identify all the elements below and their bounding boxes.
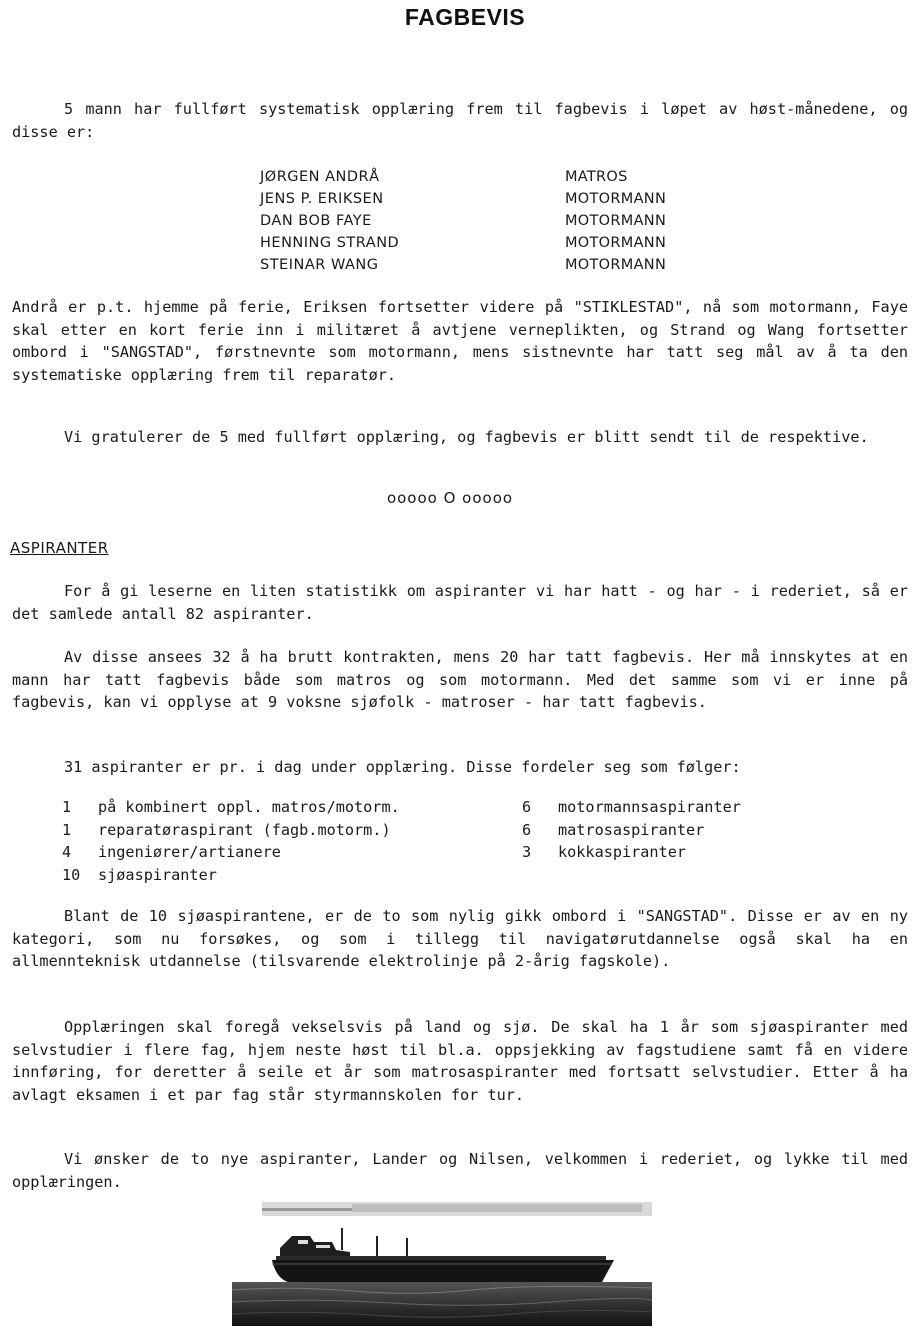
list-item — [522, 796, 882, 819]
current-aspirants-paragraph: 31 aspiranter er pr. i dag under opplæring. Disse fordeler seg som følger: — [64, 758, 741, 776]
item-count: 4 — [62, 843, 72, 861]
list-item — [62, 864, 502, 887]
distribution-list-left — [62, 796, 502, 886]
item-label: kokkaspiranter — [558, 843, 687, 861]
item-count: 1 — [62, 798, 72, 816]
stats-paragraph: For å gi leserne en liten statistikk om aspiranter vi har hatt - og har - i rederiet, så er det samlede antall 82 aspiranter. — [12, 582, 908, 623]
new-category-paragraph: Blant de 10 sjøaspirantene, er de to som nylig gikk ombord i "SANGSTAD". Disse er av en ny kategori, som nu forsøkes, og som i tillegg til navigatørutdannelse også skal ha en allmennteknisk utdannelse (tilsvarende elektrolinje på 2-årig fagskole). — [12, 907, 908, 970]
item-count: 10 — [62, 865, 81, 884]
broken-contract-paragraph: Av disse ansees 32 å ha brutt kontrakten, mens 20 har tatt fagbevis. Her må innskytes at en mann har tatt fagbevis både som matros og som motormann. Med det samme som vi er inne på fagbevis, kan vi opplyse at 9 voksne sjøfolk - matroser - har tatt fagbevis. — [12, 648, 908, 711]
item-label: matrosaspiranter — [558, 820, 705, 839]
crew-list — [260, 166, 680, 276]
intro-paragraph: 5 mann har fullført systematisk opplæring frem til fagbevis i løpet av høst-månedene, og disse er: — [12, 100, 908, 141]
item-label: sjøaspiranter — [98, 865, 217, 884]
item-label: på kombinert oppl. matros/motorm. — [98, 798, 400, 816]
list-item — [522, 819, 882, 842]
crew-role: MOTORMANN — [565, 191, 667, 207]
distribution-list-right — [522, 796, 882, 864]
training-paragraph: Opplæringen skal foregå vekselsvis på land og sjø. De skal ha 1 år som sjøaspiranter med selvstudier i flere fag, hjem neste høst til bl.a. oppsjekking av fagstudiene samt få en videre innføring, for deretter å seile et år som matrosaspiranter med fortsatt selvstudier. Etter å ha avlagt eksamen i et par fag står styrmannskolen for tur. — [12, 1018, 908, 1104]
welcome-paragraph: Vi ønsker de to nye aspiranter, Lander og Nilsen, velkommen i rederiet, og lykke til med opplæringen. — [12, 1150, 908, 1191]
crew-role: MOTORMANN — [565, 257, 667, 273]
crew-role: MOTORMANN — [565, 213, 667, 229]
list-item — [62, 819, 502, 842]
crew-name: DAN BOB FAYE — [260, 213, 372, 229]
item-label: ingeniører/artianere — [98, 843, 281, 861]
crew-name: JENS P. ERIKSEN — [260, 191, 384, 207]
item-count: 1 — [62, 820, 72, 839]
list-item — [522, 841, 882, 864]
item-label: motormannsaspiranter — [558, 798, 741, 816]
list-item — [62, 796, 502, 819]
separator: ooooo O ooooo — [386, 489, 514, 507]
congrats-paragraph: Vi gratulerer de 5 med fullført opplæring, og fagbevis er blitt sendt til de respektive. — [64, 428, 869, 446]
crew-row — [260, 166, 680, 188]
crew-role: MOTORMANN — [565, 235, 667, 251]
crew-name: STEINAR WANG — [260, 257, 379, 273]
list-item — [62, 841, 502, 864]
crew-row — [260, 188, 680, 210]
crew-name: HENNING STRAND — [260, 235, 400, 251]
crew-row — [260, 232, 680, 254]
ship-icon — [232, 1198, 652, 1326]
item-count: 6 — [522, 798, 532, 816]
item-count: 6 — [522, 820, 532, 839]
page-title: FAGBEVIS — [404, 4, 526, 30]
crew-row — [260, 210, 680, 232]
status-paragraph: Andrå er p.t. hjemme på ferie, Eriksen fortsetter videre på "STIKLESTAD", nå som motormann, Faye skal etter en kort ferie inn i militæret å avtjene verneplikten, og Strand og Wang fortsetter ombord i "SANGSTAD", førstnevnte som motormann, mens sistnevnte har tatt seg mål av å ta den systematiske opplæring frem til reparatør. — [12, 298, 908, 384]
item-label: reparatøraspirant (fagb.motorm.) — [98, 820, 391, 839]
crew-row — [260, 254, 680, 276]
section-heading: ASPIRANTER — [10, 539, 109, 557]
crew-role: MATROS — [565, 169, 628, 185]
item-count: 3 — [522, 843, 532, 861]
crew-name: JØRGEN ANDRÅ — [260, 169, 380, 185]
